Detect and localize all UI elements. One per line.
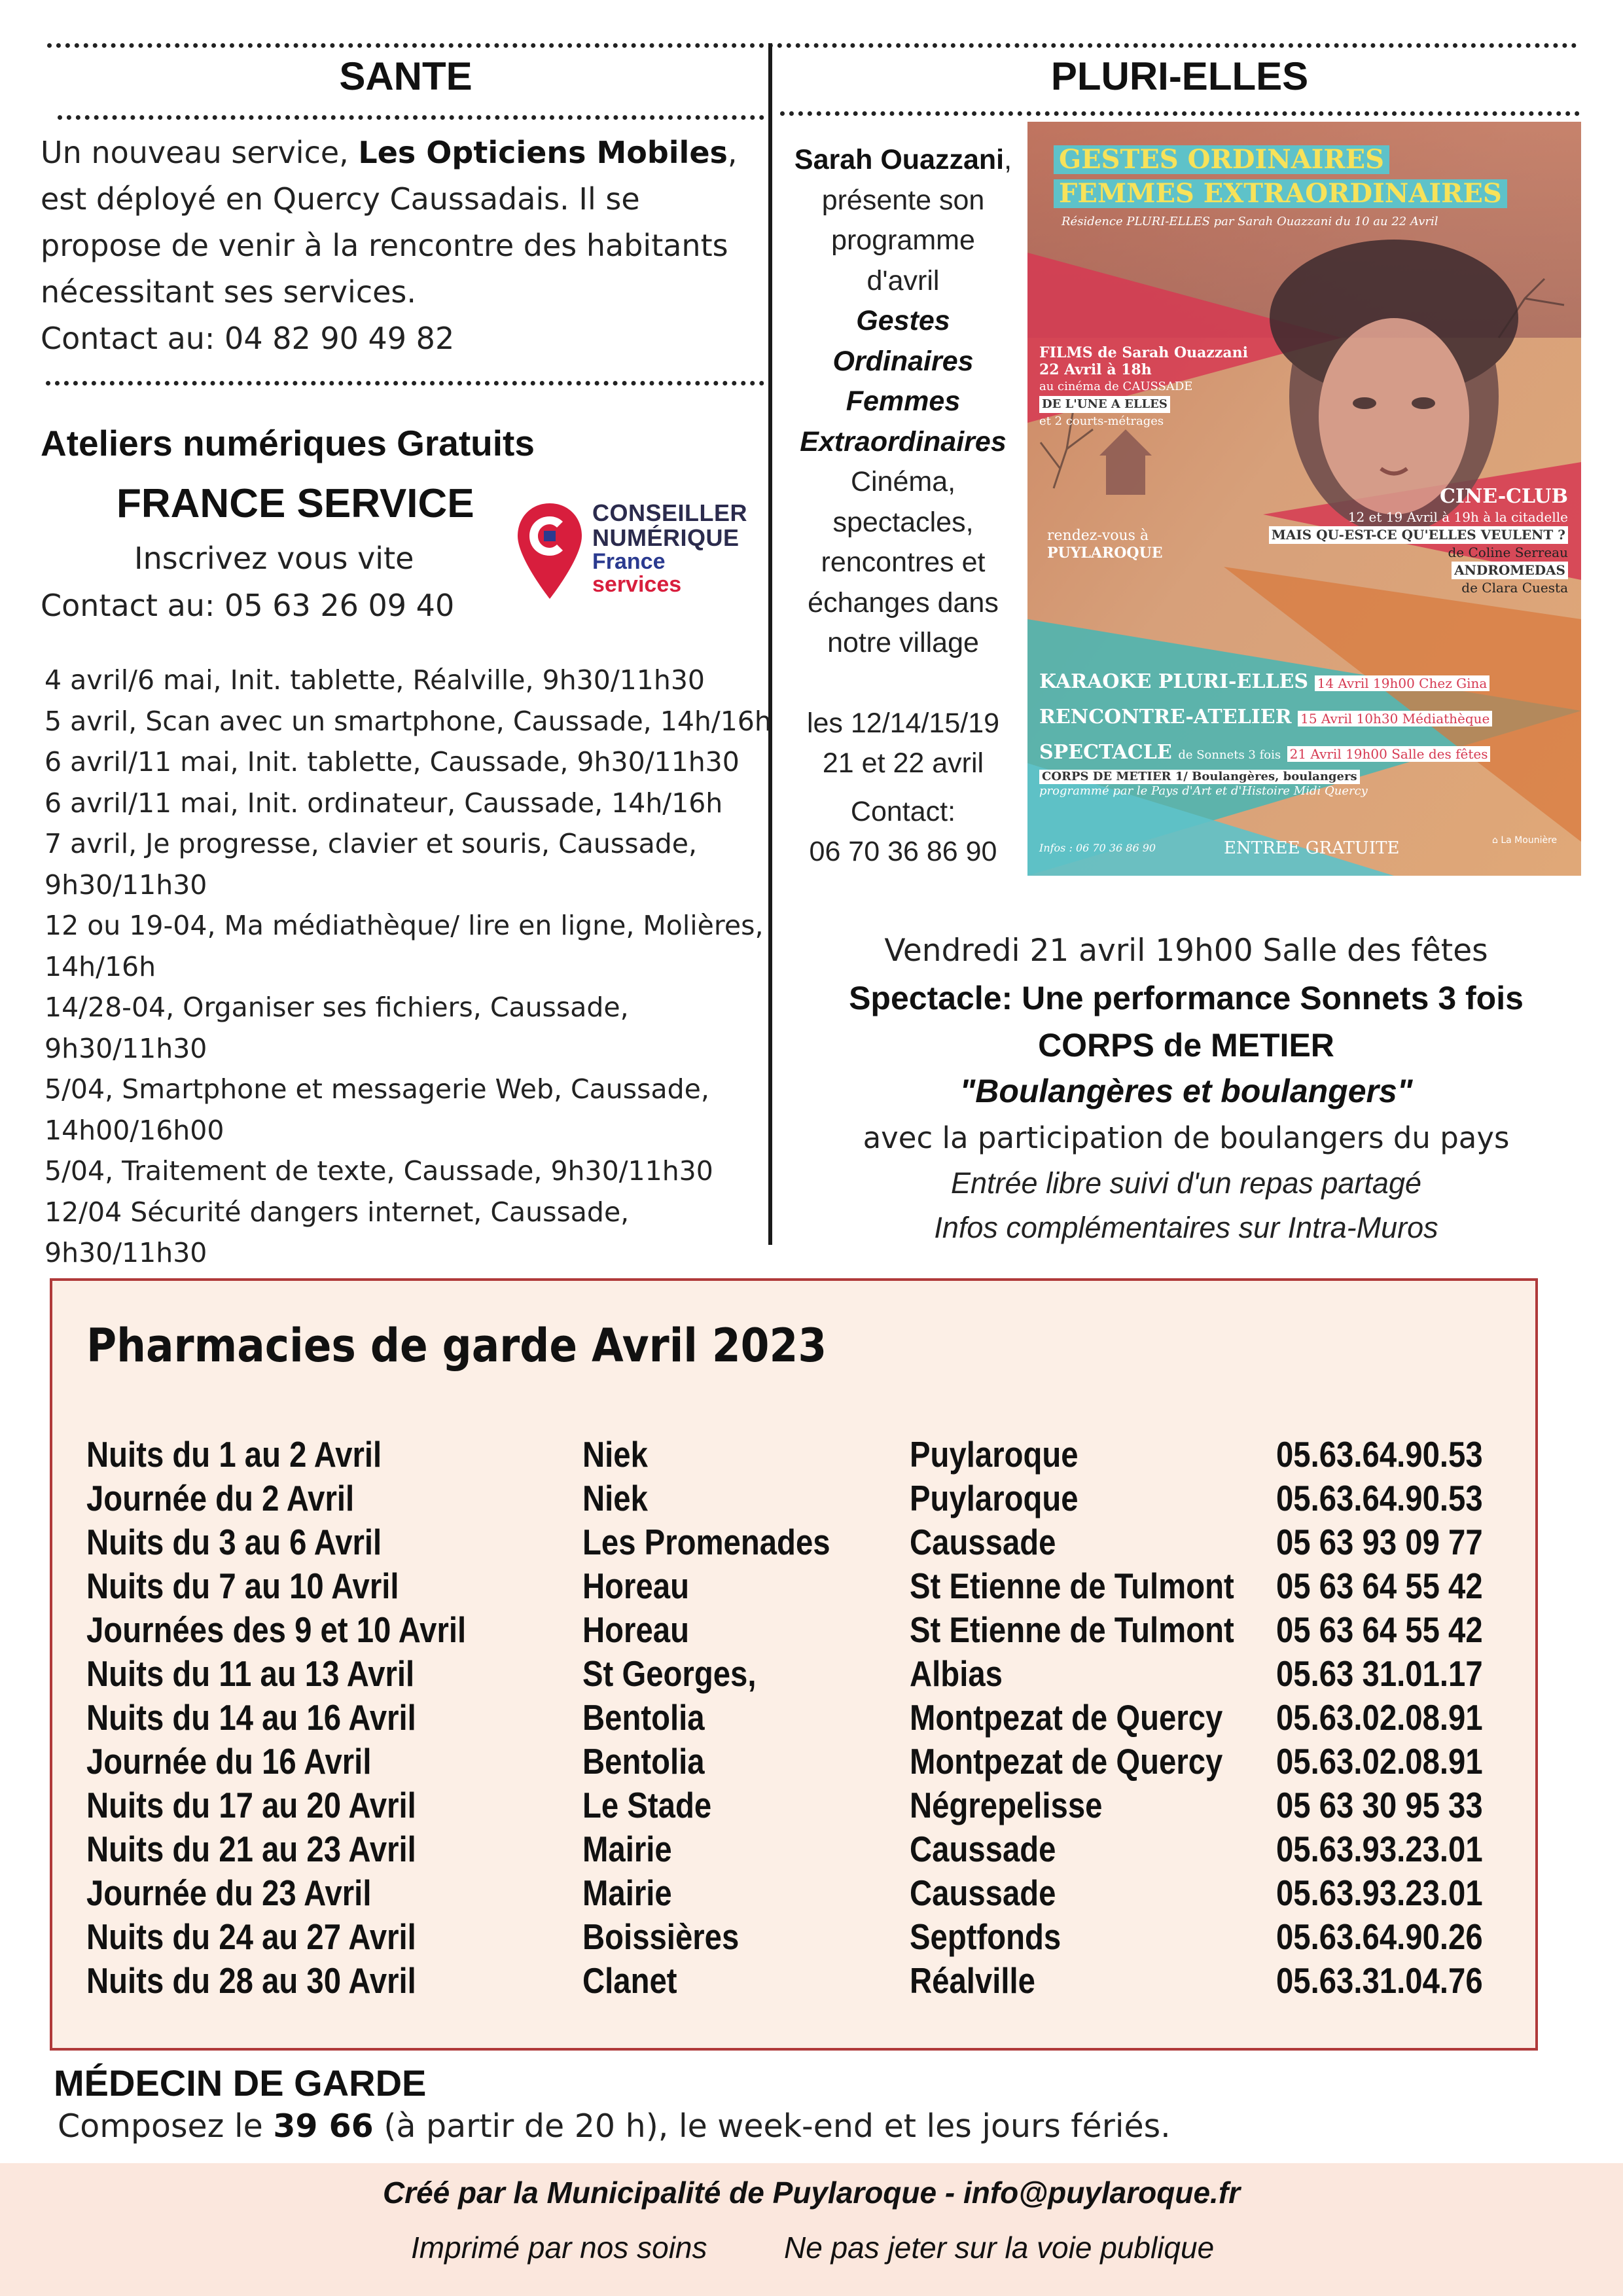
event-participation-line: avec la participation de boulangers du pays bbox=[863, 1121, 1510, 1155]
event-date-line: Vendredi 21 avril 19h00 Salle des fêtes bbox=[884, 933, 1488, 969]
list-item: 9h30/11h30 bbox=[45, 1237, 207, 1268]
table-row: Nuits du 17 au 20 Avril Le Stade Négrepelisse 05 63 30 95 33 bbox=[86, 1785, 1483, 1825]
event-spectacle-line: Spectacle: Une performance Sonnets 3 fois bbox=[849, 980, 1524, 1016]
pluri-title: PLURI-ELLES bbox=[1050, 54, 1309, 98]
list-item: 4 avril/6 mai, Init. tablette, Réalville, 9h30/11h30 bbox=[45, 664, 705, 696]
event-infos-line: Infos complémentaires sur Intra-Muros bbox=[934, 1211, 1438, 1244]
table-row: Nuits du 3 au 6 Avril Les Promenades Caussade 05 63 93 09 77 bbox=[86, 1522, 1483, 1562]
list-item: 9h30/11h30 bbox=[45, 1032, 207, 1064]
list-item: 14/28-04, Organiser ses fichiers, Caussade, bbox=[45, 992, 629, 1023]
table-row: Nuits du 11 au 13 Avril St Georges, Albias 05.63 31.01.17 bbox=[86, 1653, 1483, 1694]
list-item: 12/04 Sécurité dangers internet, Caussade, bbox=[45, 1196, 630, 1228]
table-row: Nuits du 14 au 16 Avril Bentolia Montpezat de Quercy 05.63.02.08.91 bbox=[86, 1697, 1483, 1738]
table-row: Nuits du 28 au 30 Avril Clanet Réalville 05.63.31.04.76 bbox=[86, 1960, 1483, 2001]
medecin-text: Composez le 39 66 (à partir de 20 h), le week-end et les jours fériés. bbox=[58, 2108, 1171, 2145]
opticiens-mobiles-name: Les Opticiens Mobiles bbox=[358, 135, 728, 170]
pluri-elles-poster: GESTES ORDINAIRES FEMMES EXTRAORDINAIRES Résidence PLURI-ELLES par Sarah Ouazzani du 10 au 22 Avril FILMS de Sarah Ouazzani 22 Avril à 18h au cinéma de CAUSSADE DE L'UNE A ELLES et 2 courts-métrages rendez-vous à PUYLAROQUE CINE-CLUB 12 et 19 Avril à 19h à la citadelle MAIS QU-EST-CE QU'ELLES VEULENT ? de Coline Serreau ANDROMEDAS de Clara Cuesta KARAOKE PLURI-ELLES 14 Avril 19h00 Chez Gina RENCONTRE-ATELIER 15 Avril 10h30 Médiathèque SPECTACLE de Sonnets 3 fois 21 Avril 19h00 Salle des fêtes CORPS DE METIER 1/ Boulangères, boulangers programmé par le Pays d'Art et d'Histoire Midi Quercy Infos : 06 70 36 86 90 ENTREE GRATUITE ⌂ La Mounière bbox=[1027, 122, 1581, 876]
medecin-number: 39 66 bbox=[273, 2108, 374, 2145]
table-row: Journée du 2 Avril Niek Puylaroque 05.63.64.90.53 bbox=[86, 1478, 1483, 1518]
ateliers-contact: Contact au: 05 63 26 09 40 bbox=[41, 588, 455, 623]
event-entree-line: Entrée libre suivi d'un repas partagé bbox=[950, 1166, 1421, 1200]
sarah-name: Sarah Ouazzani bbox=[794, 144, 1005, 175]
table-row: Journée du 23 Avril Mairie Caussade 05.63.93.23.01 bbox=[86, 1873, 1483, 1913]
poster-events-block: KARAOKE PLURI-ELLES 14 Avril 19h00 Chez Gina RENCONTRE-ATELIER 15 Avril 10h30 Médiathèque SPECTACLE de Sonnets 3 fois 21 Avril 19h00 Salle des fêtes bbox=[1039, 665, 1492, 772]
table-row: Journée du 16 Avril Bentolia Montpezat de Quercy 05.63.02.08.91 bbox=[86, 1741, 1483, 1782]
list-item: 14h/16h bbox=[45, 950, 156, 982]
pluri-dotted-separator bbox=[780, 111, 1580, 116]
sante-contact: Contact au: 04 82 90 49 82 bbox=[41, 321, 455, 356]
pharmacies-box bbox=[50, 1278, 1538, 2051]
list-item: 14h00/16h00 bbox=[45, 1114, 224, 1146]
list-item: 5/04, Smartphone et messagerie Web, Caussade, bbox=[45, 1073, 709, 1105]
medecin-title: MÉDECIN DE GARDE bbox=[54, 2062, 427, 2104]
inscription-text: Inscrivez vous vite bbox=[134, 541, 414, 576]
pluri-description: Sarah Ouazzani, présente son programme d'avril Gestes Ordinaires Femmes Extraordinaires Cinéma, spectacles, rencontres et échanges dans notre village les 12/14/15/19 21 et 22 avril Contact: 06 70 36 86 90 bbox=[782, 140, 1024, 872]
list-item: 5/04, Traitement de texte, Caussade, 9h30/11h30 bbox=[45, 1155, 713, 1187]
conseiller-numerique-logo: CONSEILLER NUMÉRIQUE France services bbox=[514, 501, 756, 612]
pluri-contact-phone: 06 70 36 86 90 bbox=[809, 836, 997, 867]
sante-title: SANTE bbox=[339, 54, 473, 98]
poster-films-block: FILMS de Sarah Ouazzani 22 Avril à 18h au cinéma de CAUSSADE DE L'UNE A ELLES et 2 courts-métrages bbox=[1039, 344, 1248, 428]
table-row: Nuits du 21 au 23 Avril Mairie Caussade 05.63.93.23.01 bbox=[86, 1829, 1483, 1869]
list-item: 6 avril/11 mai, Init. tablette, Caussade, 9h30/11h30 bbox=[45, 746, 740, 778]
footer-printed: Imprimé par nos soins bbox=[411, 2231, 707, 2265]
list-item: 12 ou 19-04, Ma médiathèque/ lire en ligne, Molières, bbox=[45, 910, 764, 941]
sante-paragraph: Un nouveau service, Les Opticiens Mobiles, est déployé en Quercy Caussadais. Il se propose de venir à la rencontre des habitants nécessitant ses services. Contact au: 04 82 90 49 82 bbox=[41, 130, 760, 362]
event-title-line: "Boulangères et boulangers" bbox=[959, 1073, 1413, 1109]
top-dotted-separator bbox=[47, 43, 1577, 48]
ateliers-title: Ateliers numériques Gratuits bbox=[41, 423, 535, 463]
poster-cineclub-block: CINE-CLUB 12 et 19 Avril à 19h à la citadelle MAIS QU-EST-CE QU'ELLES VEULENT ? de Coline Serreau ANDROMEDAS de Clara Cuesta bbox=[1269, 485, 1568, 597]
pharmacies-title: Pharmacies de garde Avril 2023 bbox=[86, 1319, 827, 1372]
list-item: 5 avril, Scan avec un smartphone, Caussade, 14h/16h bbox=[45, 705, 772, 737]
workshop-list bbox=[45, 660, 777, 1274]
poster-logo: ⌂ La Mounière bbox=[1492, 835, 1558, 846]
table-row: Journées des 9 et 10 Avril Horeau St Etienne de Tulmont 05 63 64 55 42 bbox=[86, 1609, 1483, 1650]
table-row: Nuits du 1 au 2 Avril Niek Puylaroque 05.63.64.90.53 bbox=[86, 1434, 1483, 1475]
table-row: Nuits du 24 au 27 Avril Boissières Septfonds 05.63.64.90.26 bbox=[86, 1916, 1483, 1957]
location-pin-icon bbox=[514, 501, 586, 605]
list-item: 7 avril, Je progresse, clavier et souris, Caussade, bbox=[45, 828, 697, 859]
footer-notice: Ne pas jeter sur la voie publique bbox=[784, 2231, 1215, 2265]
france-service-title: FRANCE SERVICE bbox=[116, 481, 474, 526]
poster-rdv-block: rendez-vous à PUYLAROQUE bbox=[1047, 528, 1163, 562]
sante-dotted-separator bbox=[58, 115, 764, 120]
list-item: 9h30/11h30 bbox=[45, 869, 207, 901]
list-item: 6 avril/11 mai, Init. ordinateur, Caussade, 14h/16h bbox=[45, 787, 723, 819]
ateliers-dotted-separator bbox=[46, 381, 764, 386]
event-corps-line: CORPS de METIER bbox=[1038, 1027, 1334, 1064]
pluri-dates: les 12/14/15/19 bbox=[806, 707, 1000, 739]
footer bbox=[0, 2163, 1623, 2296]
table-row: Nuits du 7 au 10 Avril Horeau St Etienne de Tulmont 05 63 64 55 42 bbox=[86, 1566, 1483, 1606]
footer-credit: Créé par la Municipalité de Puylaroque - info@puylaroque.fr bbox=[382, 2176, 1241, 2210]
house-icon: ⌂ bbox=[1492, 835, 1498, 846]
